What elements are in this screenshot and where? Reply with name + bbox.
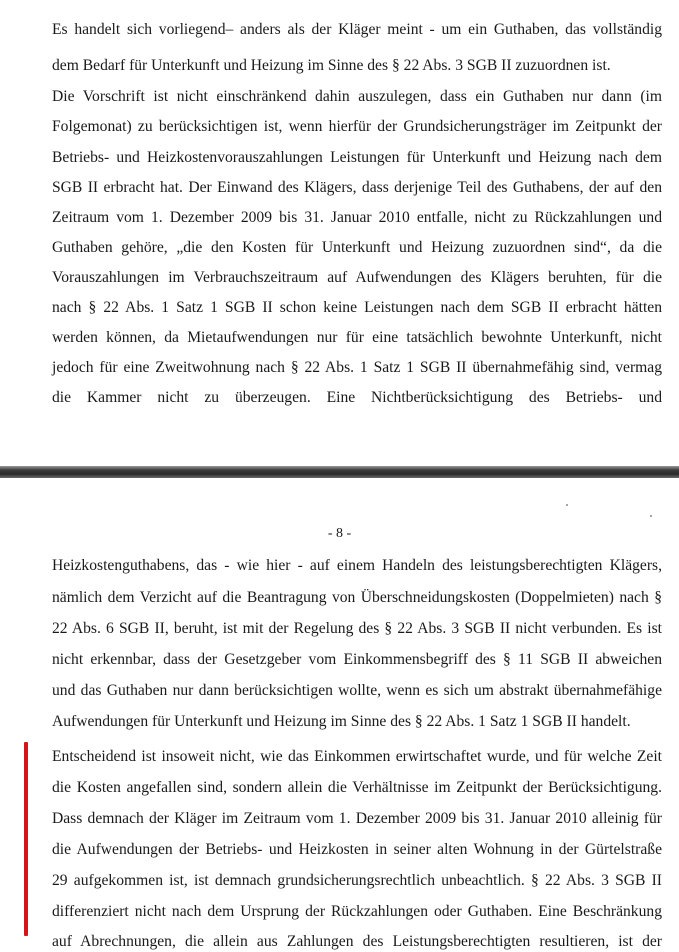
text-line: Guthaben gehöre, „die den Kosten für Unterkunft und Heizung zuzuordnen sind“, da die [52, 239, 662, 256]
text-line: Dass demnach der Kläger im Zeitraum vom 1. Dezember 2009 bis 31. Januar 2010 alleinig für [52, 810, 662, 827]
text-line: nach § 22 Abs. 1 Satz 1 SGB II schon keine Leistungen nach dem SGB II erbracht hätten [52, 299, 662, 316]
bottom-page-fragment [0, 478, 679, 936]
margin-change-marker [24, 742, 28, 936]
page-number: - 8 - [327, 526, 352, 541]
scan-speck [566, 504, 568, 506]
text-line: Betriebs- und Heizkostenvorauszahlungen Leistungen für Unterkunft und Heizung nach dem [52, 149, 662, 166]
text-line: differenziert nicht nach dem Ursprung der Rückzahlungen oder Guthaben. Eine Beschränkung [52, 903, 662, 920]
text-line: 22 Abs. 6 SGB II, beruht, ist mit der Regelung des § 22 Abs. 3 SGB II nicht verbunden. Es ist [52, 620, 662, 637]
text-line: Vorauszahlungen im Verbrauchszeitraum auf Aufwendungen des Klägers beruhten, für die [52, 269, 662, 286]
text-line: Zeitraum vom 1. Dezember 2009 bis 31. Januar 2010 entfalle, nicht zu Rückzahlungen und [52, 209, 662, 226]
text-line: auf Abrechnungen, die allein aus Zahlungen des Leistungsberechtigten resultieren, ist der [52, 933, 662, 950]
top-page-fragment [0, 0, 679, 468]
text-line: nämlich dem Verzicht auf die Beantragung von Überschneidungskosten (Doppelmieten) nach § [52, 589, 662, 606]
text-line: Heizkostenguthabens, das - wie hier - auf einem Handeln des leistungsberechtigten Klägers, [52, 557, 662, 574]
text-line: Folgemonat) zu berücksichtigen ist, wenn hierfür der Grundsicherungsträger im Zeitpunkt der [52, 118, 662, 135]
text-line: die Kosten angefallen sind, sondern allein die Verhältnisse im Zeitpunkt der Berücksichtigung. [52, 779, 662, 796]
text-line: Es handelt sich vorliegend– anders als der Kläger meint - um ein Guthaben, das vollständig [52, 21, 662, 38]
text-line: Entscheidend ist insoweit nicht, wie das Einkommen erwirtschaftet wurde, und für welche Zeit [52, 748, 662, 765]
text-line: und das Guthaben nur dann berücksichtigen wollte, wenn es sich um abstrakt übernahmefähige [52, 682, 662, 699]
text-line: dem Bedarf für Unterkunft und Heizung im Sinne des § 22 Abs. 3 SGB II zuzuordnen ist. [52, 57, 611, 74]
text-line: Die Vorschrift ist nicht einschränkend dahin auszulegen, dass ein Guthaben nur dann (im [52, 88, 662, 105]
text-line: werden können, da Mietaufwendungen nur für eine tatsächlich bewohnte Unterkunft, nicht [52, 329, 662, 346]
scan-speck [650, 515, 652, 517]
text-line: Aufwendungen für Unterkunft und Heizung im Sinne des § 22 Abs. 1 Satz 1 SGB II handelt. [52, 713, 631, 730]
text-line: jedoch für eine Zweitwohnung nach § 22 Abs. 1 Satz 1 SGB II übernahmefähig sind, vermag [52, 359, 662, 376]
text-line: 29 aufgekommen ist, ist demnach grundsicherungsrechtlich unbeachtlich. § 22 Abs. 3 SGB II [52, 872, 662, 889]
text-line: SGB II erbracht hat. Der Einwand des Klägers, dass derjenige Teil des Guthabens, der auf den [52, 179, 662, 196]
text-line: nicht erkennbar, dass der Gesetzgeber vom Einkommensbegriff des § 11 SGB II abweichen [52, 651, 662, 668]
text-line: die Aufwendungen der Betriebs- und Heizkosten in seiner alten Wohnung in der Gürtelstraße [52, 841, 662, 858]
text-line: die Kammer nicht zu überzeugen. Eine Nichtberücksichtigung des Betriebs- und [52, 389, 662, 406]
page-divider [0, 466, 679, 478]
